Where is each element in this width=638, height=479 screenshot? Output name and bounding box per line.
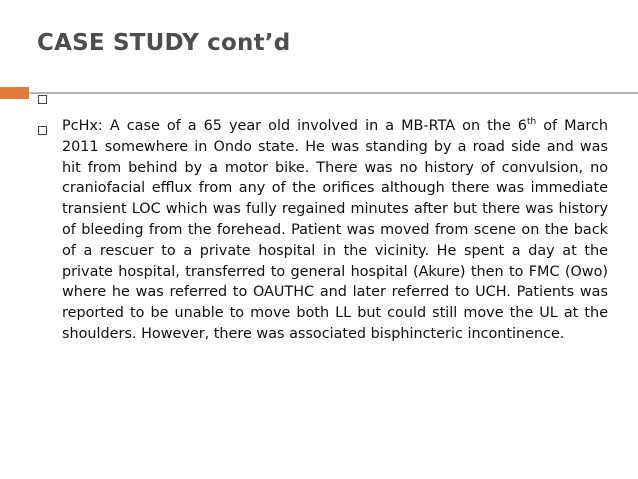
case-history-text-start: PcHx: A case of a 65 year old involved in a MB-RTA on the 6 [62, 118, 527, 134]
bullet-icon [38, 126, 47, 135]
title-divider [0, 92, 638, 94]
empty-bullet-icon [38, 95, 47, 104]
case-history-paragraph [62, 116, 608, 345]
ordinal-suffix: th [526, 117, 537, 128]
slide-title: CASE STUDY cont’d [37, 30, 291, 56]
case-history-text-rest: of March 2011 somewhere in Ondo state. He was standing by a road side and was hit from behind by a motor bike. There was no history of convulsion, no craniofacial efflux from any of the orifices although there was immediate transient LOC which was fully regained minutes after but there was history of bleeding from the forehead. Patient was moved from scene on the back of a rescuer to a private hospital in the vicinity. He spent a day at the private hospital, transferred to general hospital (Akure) then to FMC (Owo) where he was referred to OAUTHC and later referred to UCH. Patients was reported to be unable to move both LL but could still move the UL at the shoulders. However, there was associated bisphincteric incontinence. [62, 118, 609, 342]
accent-bar [0, 87, 29, 99]
